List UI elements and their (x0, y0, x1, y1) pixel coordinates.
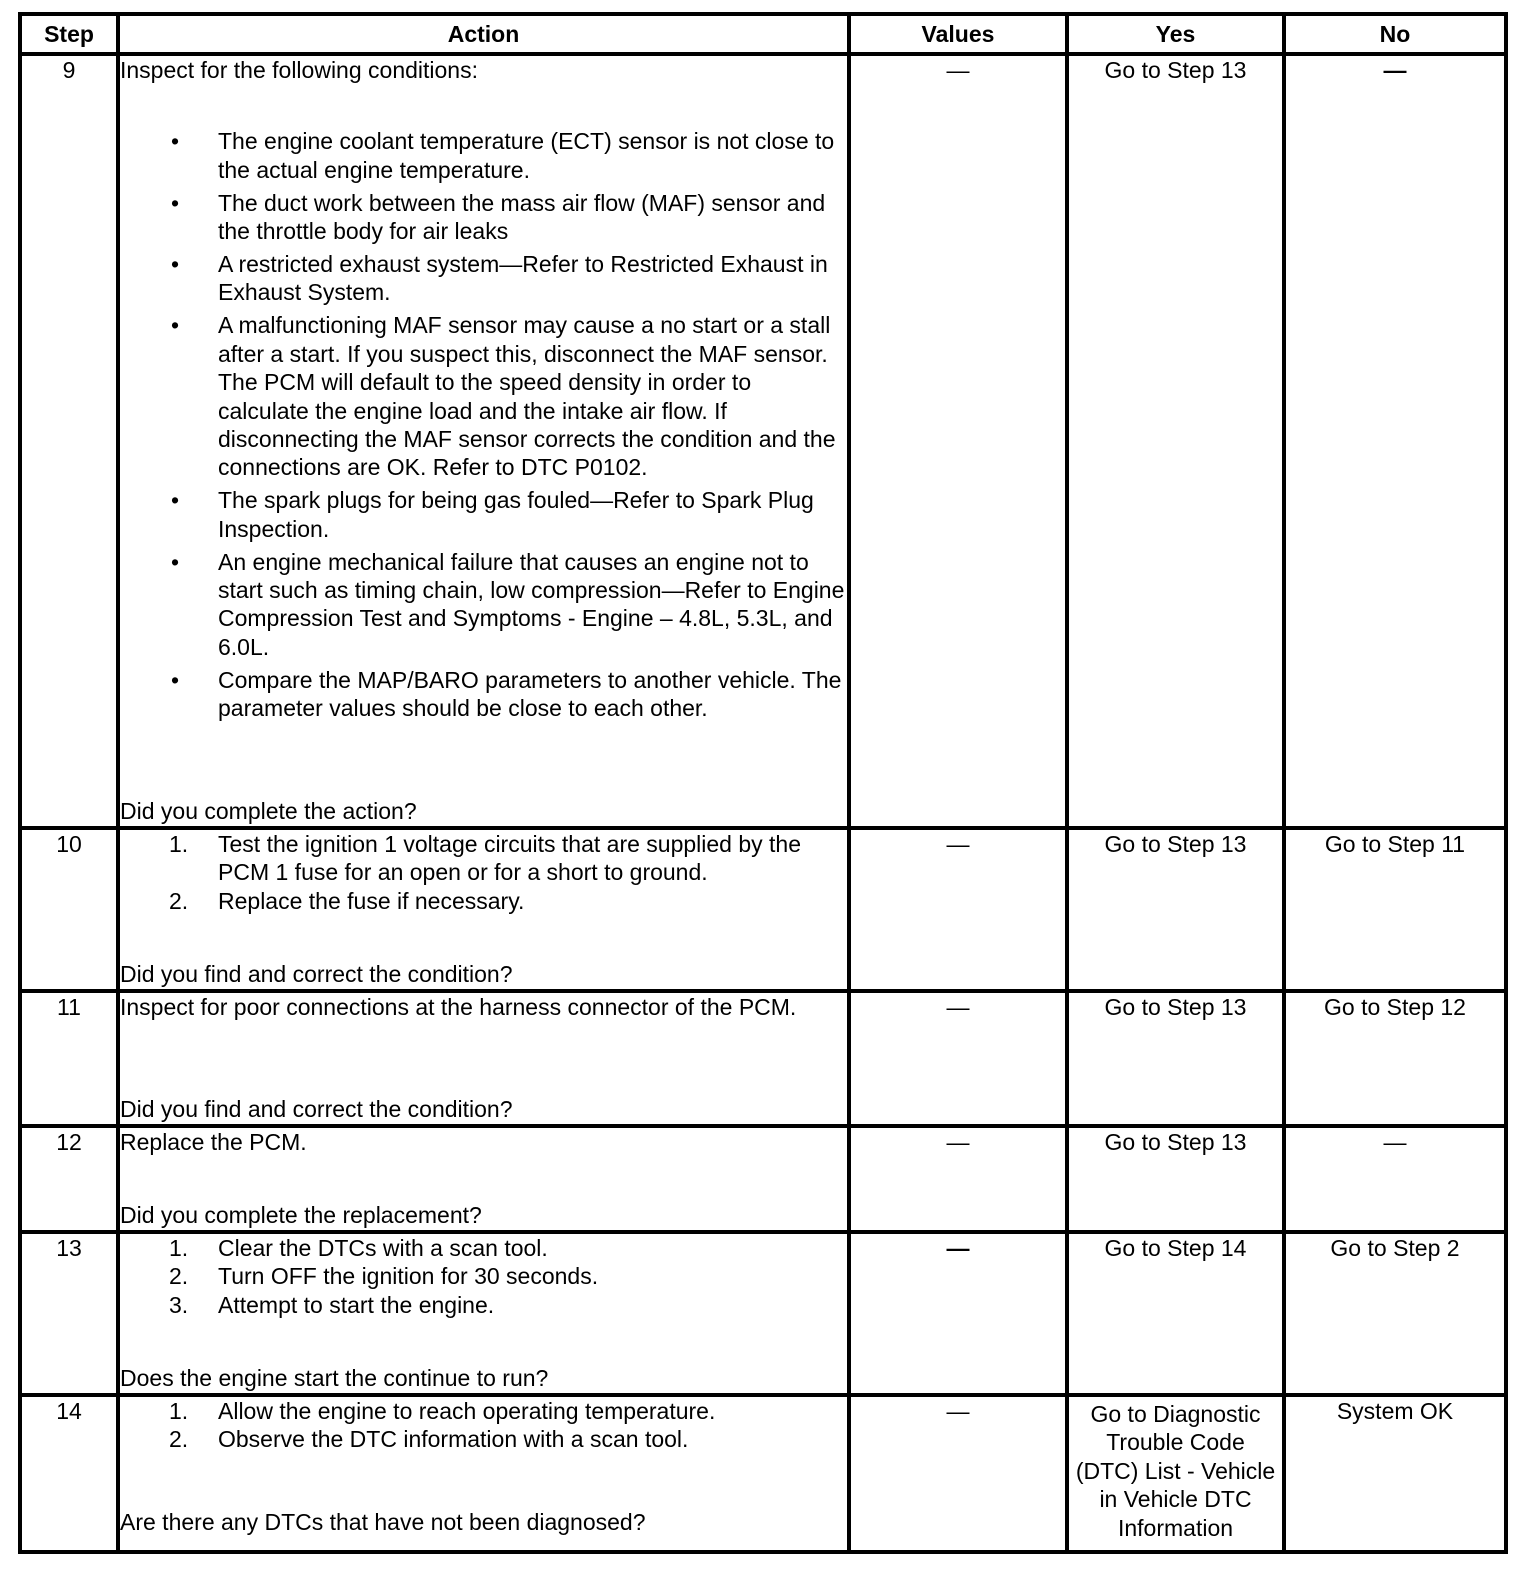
header-step: Step (20, 14, 118, 54)
yes-cell: Go to Step 13 (1067, 1126, 1284, 1232)
no-cell: — (1284, 54, 1506, 828)
bullet-icon: • (171, 487, 180, 514)
step-number: 14 (20, 1395, 118, 1552)
action-lead: Inspect for the following conditions: (120, 57, 478, 83)
header-no: No (1284, 14, 1506, 54)
values-cell: — (849, 1395, 1067, 1552)
bullet-icon: • (171, 312, 180, 339)
action-cell (118, 1395, 849, 1552)
yes-cell: Go to Step 14 (1067, 1232, 1284, 1395)
header-yes: Yes (1067, 14, 1284, 54)
action-question: Does the engine start the continue to run? (120, 1364, 549, 1391)
no-cell: Go to Step 11 (1284, 828, 1506, 991)
list-item: • A malfunctioning MAF sensor may cause a no start or a stall after a start. If you suspect this, disconnect the MAF sensor. The PCM will default to the speed density in order to calculate the engine load and the intake air flow. If disconnecting the MAF sensor corrects the condition and the connections are OK. Refer to DTC P0102. (171, 312, 836, 481)
yes-cell: Go to Step 13 (1067, 54, 1284, 828)
yes-cell: Go to Step 13 (1067, 828, 1284, 991)
values-cell: — (849, 991, 1067, 1126)
table-row (20, 54, 1506, 828)
step-number: 10 (20, 828, 118, 991)
bullet-icon: • (171, 189, 180, 216)
list-item: 2. Turn OFF the ignition for 30 seconds. (169, 1263, 599, 1290)
action-question: Did you find and correct the condition? (120, 960, 513, 987)
header-action: Action (118, 14, 849, 54)
action-question: Are there any DTCs that have not been diagnosed? (120, 1508, 646, 1535)
step-number: 12 (20, 1126, 118, 1232)
list-item: 1. Test the ignition 1 voltage circuits that are supplied by the PCM 1 fuse for an open or for a short to ground. (169, 831, 802, 886)
bullet-icon: • (171, 548, 180, 575)
procedure-list (120, 830, 847, 915)
no-cell: System OK (1284, 1395, 1506, 1552)
table-row (20, 991, 1506, 1126)
action-cell (118, 828, 849, 991)
step-number: 11 (20, 991, 118, 1126)
table-row (20, 1126, 1506, 1232)
values-cell: — (849, 1232, 1067, 1395)
no-cell: Go to Step 2 (1284, 1232, 1506, 1395)
list-item: • A restricted exhaust system—Refer to Restricted Exhaust in Exhaust System. (171, 251, 828, 306)
action-question: Did you find and correct the condition? (120, 1095, 513, 1122)
condition-list (120, 127, 847, 722)
step-number: 13 (20, 1232, 118, 1395)
values-cell: — (849, 1126, 1067, 1232)
action-cell (118, 54, 849, 828)
action-cell (118, 1232, 849, 1395)
procedure-list (120, 1234, 847, 1319)
action-cell (118, 1126, 849, 1232)
table-row (20, 1395, 1506, 1552)
list-item: • The duct work between the mass air flow (MAF) sensor and the throttle body for air leaks (171, 189, 826, 245)
header-values: Values (849, 14, 1067, 54)
list-item: • The engine coolant temperature (ECT) sensor is not close to the actual engine temperature. (171, 128, 835, 183)
action-question: Did you complete the replacement? (120, 1201, 482, 1228)
list-item: 2. Replace the fuse if necessary. (169, 887, 525, 914)
action-lead: Replace the PCM. (120, 1129, 307, 1155)
bullet-icon: • (171, 128, 180, 155)
bullet-icon: • (171, 251, 180, 278)
list-item: 1. Clear the DTCs with a scan tool. (169, 1235, 548, 1261)
yes-cell: Go to Step 13 (1067, 991, 1284, 1126)
action-lead: Inspect for poor connections at the harness connector of the PCM. (120, 994, 797, 1020)
list-item: 2. Observe the DTC information with a scan tool. (169, 1426, 689, 1453)
yes-link: Go to Diagnostic Trouble Code (DTC) List - Vehicle in Vehicle DTC Information (1075, 1401, 1276, 1541)
list-item: • The spark plugs for being gas fouled—Refer to Spark Plug Inspection. (171, 487, 814, 542)
bullet-icon: • (171, 666, 180, 693)
no-cell: — (1284, 1126, 1506, 1232)
no-cell: Go to Step 12 (1284, 991, 1506, 1126)
values-cell: — (849, 54, 1067, 828)
table-row (20, 1232, 1506, 1395)
step-number: 9 (20, 54, 118, 828)
action-cell (118, 991, 849, 1126)
list-item: 3. Attempt to start the engine. (169, 1291, 495, 1318)
list-item: 1. Allow the engine to reach operating temperature. (169, 1398, 716, 1424)
procedure-list (120, 1397, 847, 1454)
diagnostic-table (18, 12, 1508, 1554)
action-question: Did you complete the action? (120, 797, 417, 824)
list-item: • An engine mechanical failure that causes an engine not to start such as timing chain, low compression—Refer to Engine Compression Test and Symptoms - Engine – 4.8L, 5.3L, and 6.0L. (171, 548, 845, 660)
list-item: • Compare the MAP/BARO parameters to another vehicle. The parameter values should be close to each other. (171, 666, 842, 722)
yes-cell (1067, 1395, 1284, 1552)
header-row (20, 14, 1506, 54)
table-row (20, 828, 1506, 991)
values-cell: — (849, 828, 1067, 991)
